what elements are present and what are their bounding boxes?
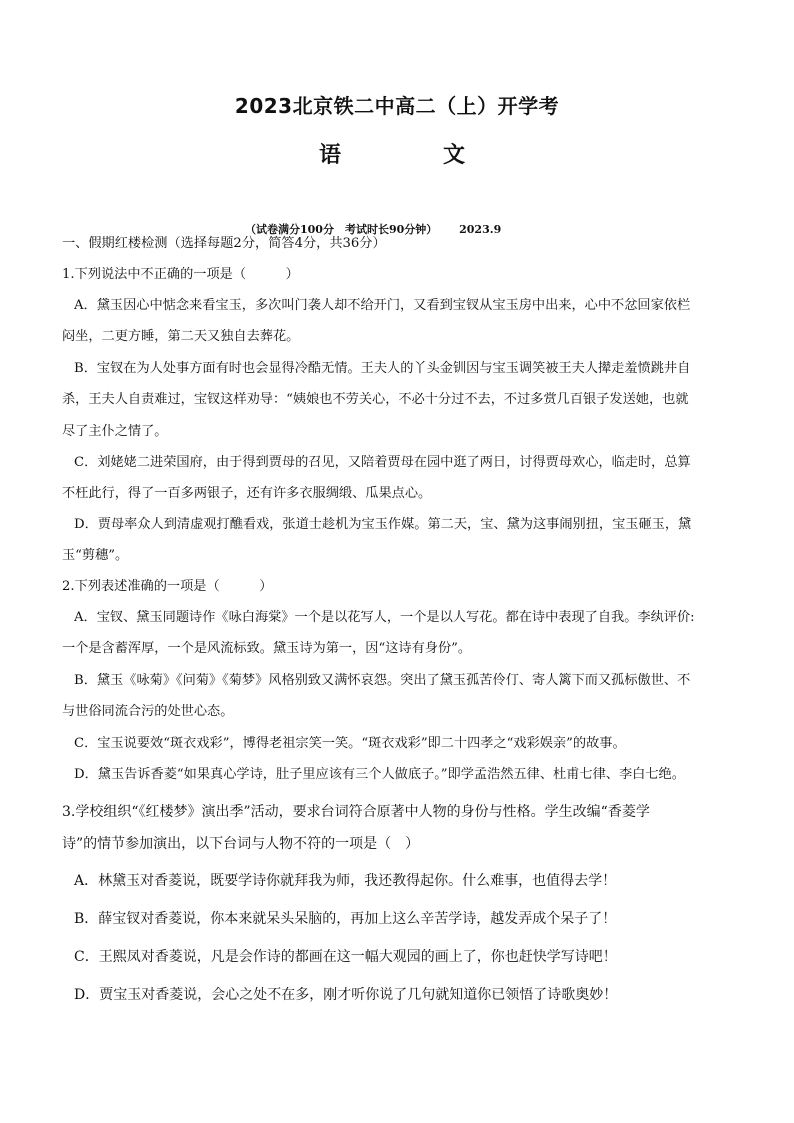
q1-option-c: C．刘姥姥二进荣国府，由于得到贾母的召见，又陪着贾母在园中逛了两日，讨得贾母欢心，临走时，总算 [74,455,691,470]
exam-info: （试卷满分100分 考试时长90分钟） [245,223,438,236]
q1-option-b-cont2: 尽了主仆之情了。 [62,424,168,439]
exam-title: 2023北京铁二中高二（上）开学考 [234,94,560,118]
q3-option-d: D．贾宝玉对香菱说，会心之处不在多，刚才听你说了几句就知道你已领悟了诗歌奥妙！ [74,987,618,1003]
q2-option-b-cont: 与世俗同流合污的处世心态。 [62,704,234,719]
exam-date: 2023.9 [459,223,502,236]
q1-option-d: D．贾母率众人到清虚观打醮看戏，张道士趁机为宝玉作媒。第二天，宝、黛为这事闹别扭，宝玉砸玉，黛 [74,517,692,532]
q3-stem-cont: 诗”的情节参加演出，以下台词与人物不符的一项是（ ） [62,836,420,852]
q3-option-a: A．林黛玉对香菱说，既要学诗你就拜我为师，我还教得起你。什么难事，也值得去学！ [74,873,617,889]
q3-stem: 3.学校组织“《红楼梦》演出季”活动，要求台词符合原著中人物的身份与性格。学生改编“香菱学 [62,804,650,820]
q2-option-b: B．黛玉《咏菊》《问菊》《菊梦》风格别致又满怀哀怨。突出了黛玉孤苦伶仃、寄人篱下而又孤标傲世、不 [74,673,691,688]
q1-option-a: A．黛玉因心中惦念来看宝玉，多次叫门袭人却不给开门，又看到宝钗从宝玉房中出来，心中不忿回家依栏 [74,298,691,313]
q3-option-c: C．王熙凤对香菱说，凡是会作诗的都画在这一幅大观园的画上了，你也赶快学写诗吧！ [74,949,617,965]
q3-option-b: B．薛宝钗对香菱说，你本来就呆头呆脑的，再加上这么辛苦学诗，越发弄成个呆子了！ [74,911,617,927]
q1-option-a-cont: 闷坐，二更方睡，第二天又独自去葬花。 [62,329,300,344]
subject-title: 语 文 [318,143,505,168]
q1-stem: 1.下列说法中不正确的一项是（ ） [62,267,299,282]
q2-option-a: A．宝钗、黛玉同题诗作《咏白海棠》一个是以花写人，一个是以人写花。都在诗中表现了自我。李纨评价: [74,610,695,625]
q2-stem: 2.下列表述准确的一项是（ ） [62,579,273,594]
section-heading: 一、假期红楼检测（选择每题2分，简答4分，共36分） [62,236,386,251]
q1-option-c-cont: 不枉此行，得了一百多两银子，还有许多衣服绸缎、瓜果点心。 [62,486,432,501]
q2-option-a-cont: 一个是含蓄浑厚，一个是风流标致。黛玉诗为第一，因“这诗有身份”。 [62,641,472,656]
q1-option-b-cont: 杀，王夫人自责难过，宝钗这样劝导：“姨娘也不劳关心，不必十分过不去，不过多赏几百银子发送她，也就 [62,392,689,407]
q2-option-c: C．宝玉说要效“斑衣戏彩”，博得老祖宗笑一笑。“斑衣戏彩”即二十四孝之“戏彩娱亲”的故事。 [74,736,626,751]
q1-option-b: B．宝钗在为人处事方面有时也会显得冷酷无情。王夫人的丫头金钏因与宝玉调笑被王夫人撵走羞愤跳井自 [74,361,691,376]
q1-option-d-cont: 玉“剪穗”。 [62,548,129,563]
q2-option-d: D．黛玉告诉香菱“如果真心学诗，肚子里应该有三个人做底子。”即学孟浩然五律、杜甫七律、李白七绝。 [74,767,685,782]
